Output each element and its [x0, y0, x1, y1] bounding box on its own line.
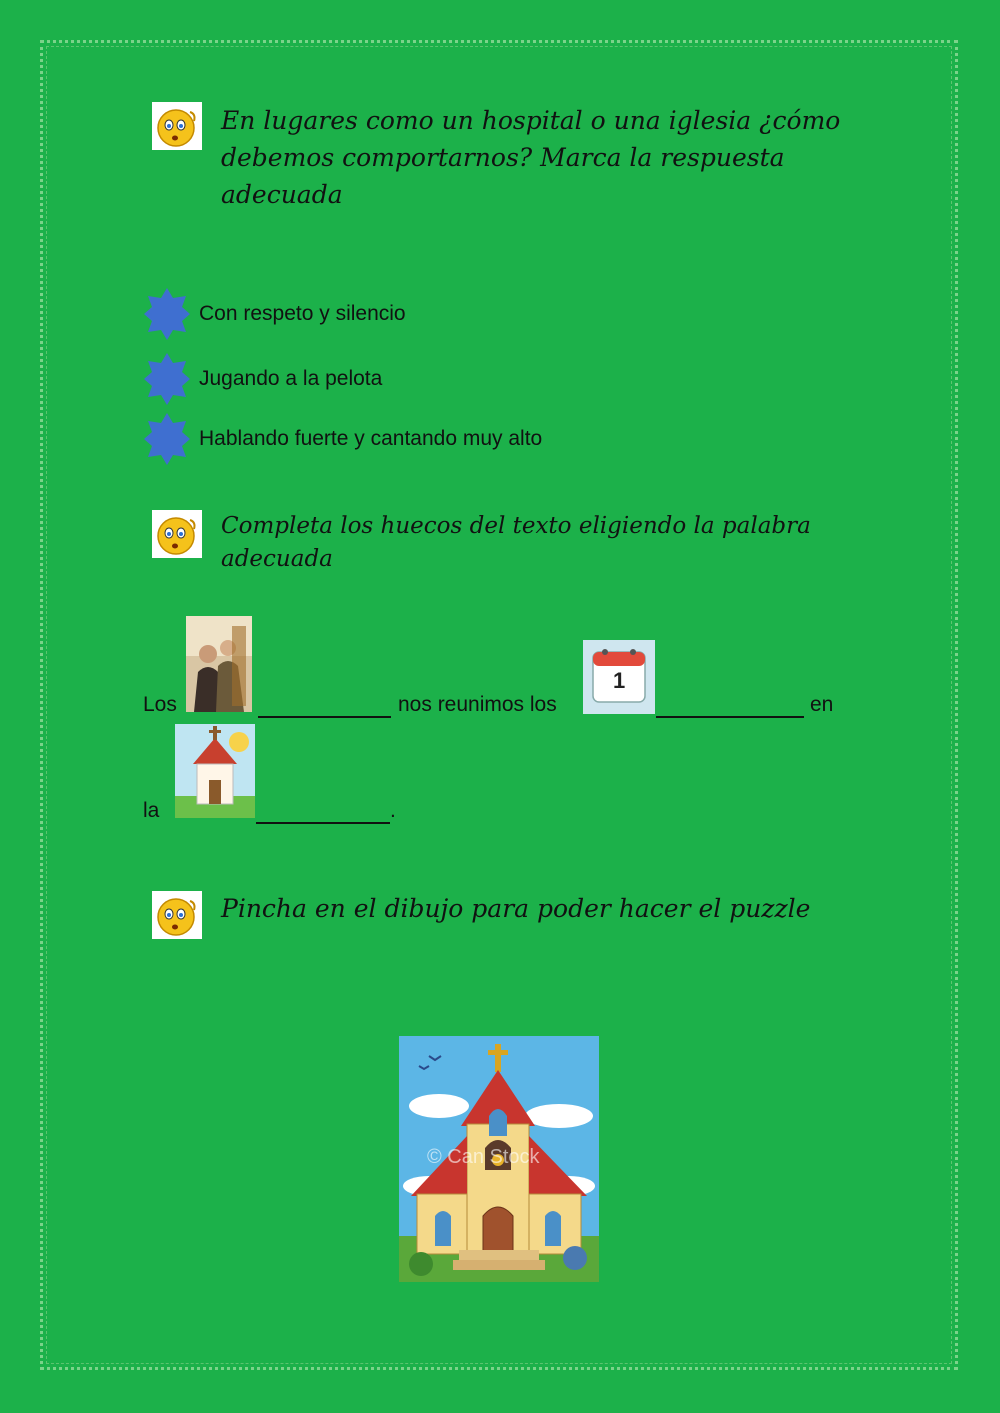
blank-3-input[interactable] — [256, 800, 390, 824]
option-respeto[interactable] — [144, 288, 406, 340]
thinking-emoji-icon — [152, 510, 202, 558]
thinking-emoji-icon — [152, 891, 202, 939]
option-label: Jugando a la pelota — [199, 367, 383, 390]
star-checkbox-icon[interactable] — [144, 288, 190, 340]
calendar-image[interactable] — [583, 640, 655, 714]
blank-2-input[interactable] — [656, 694, 804, 718]
watermark-text: © Can Stock — [427, 1146, 540, 1168]
blank-1-input[interactable] — [258, 694, 391, 718]
option-label: Con respeto y silencio — [199, 302, 406, 325]
question-2-text: Completa los huecos del texto eligiendo la palabra adecuada — [221, 513, 811, 572]
calendar-number: 1 — [613, 668, 626, 693]
star-checkbox-icon[interactable] — [144, 353, 190, 405]
church-small-image[interactable] — [175, 724, 255, 818]
sentence-part-5: . — [390, 799, 396, 822]
question-3-text: Pincha en el dibujo para poder hacer el puzzle — [221, 894, 811, 923]
sentence-part-2: nos reunimos los — [398, 693, 557, 716]
sentence-part-4: la — [143, 799, 160, 822]
church-puzzle-image[interactable] — [399, 1036, 599, 1282]
thinking-emoji-icon — [152, 102, 202, 150]
option-pelota[interactable] — [144, 353, 382, 405]
star-checkbox-icon[interactable] — [144, 413, 190, 465]
question-1-text: En lugares como un hospital o una iglesia ¿cómo debemos comportarnos? Marca la respuesta adecuada — [221, 106, 841, 209]
people-praying-image[interactable] — [186, 616, 252, 712]
option-hablando[interactable] — [144, 413, 542, 465]
sentence-part-3: en — [810, 693, 834, 716]
sentence-part-1: Los — [143, 693, 177, 716]
option-label: Hablando fuerte y cantando muy alto — [199, 427, 543, 450]
